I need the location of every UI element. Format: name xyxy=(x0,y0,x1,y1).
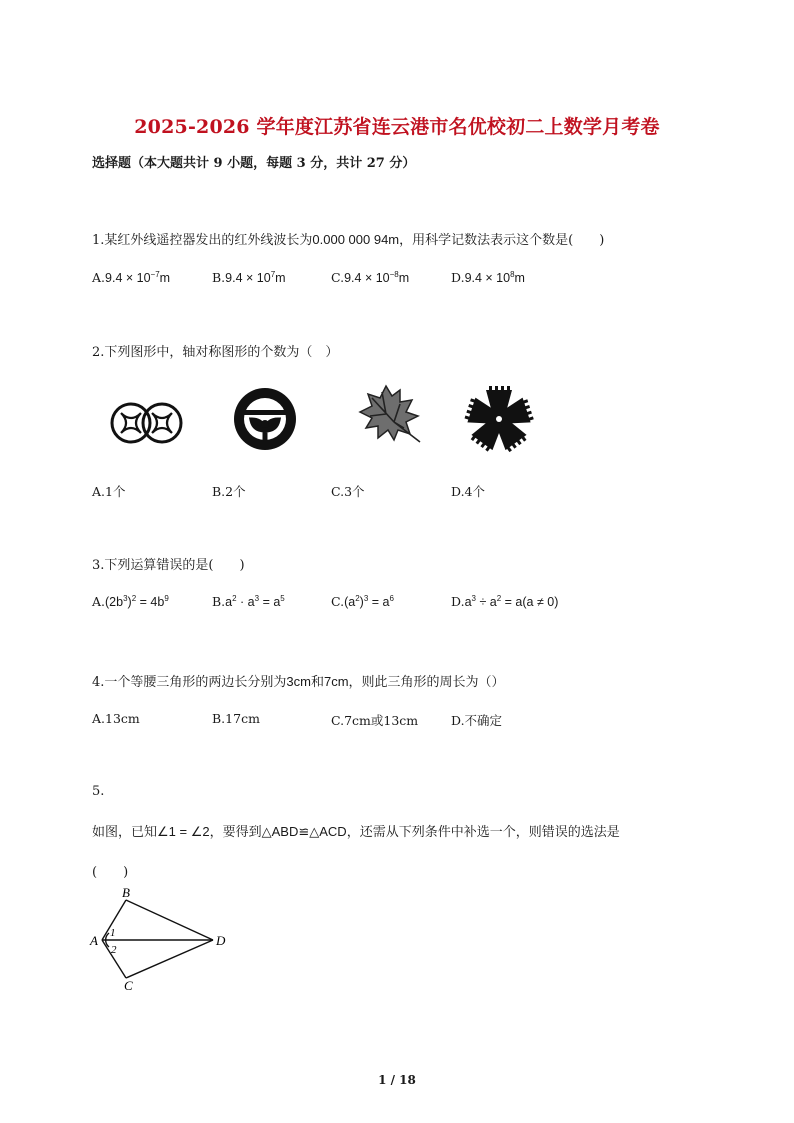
label-c: C xyxy=(124,978,133,993)
question-2-stem: 2.下列图形中，轴对称图形的个数为（ ） xyxy=(92,345,339,360)
q3-option-c: $C.(a^2)^3 = a^6$ xyxy=(331,594,394,610)
question-1-stem xyxy=(92,229,604,248)
document-title: 2025-2026 学年度江苏省连云港市名优校初二上数学月考卷 xyxy=(134,116,660,138)
question-5-number: 5. xyxy=(92,784,105,799)
label-d: D xyxy=(216,933,226,948)
question-5-paren: ( ) xyxy=(92,865,129,880)
figure-pinwheel xyxy=(464,384,534,454)
page-number: 1 / 18 xyxy=(378,1073,416,1087)
figure-kite-abd-acd xyxy=(88,884,238,994)
figure-round-emblem xyxy=(230,384,300,454)
q1-option-b: $B.9.4 \times 10^7m$ xyxy=(212,270,286,286)
q4-option-b: B.17cm xyxy=(212,711,260,726)
q4-option-c: C.7cm或13cm xyxy=(331,713,419,728)
q2-option-d: D.4个 xyxy=(451,484,486,499)
label-b: B xyxy=(122,885,130,900)
q3-option-d: $D.a^3 \div a^2 = a(a \ne 0)$ xyxy=(451,594,559,610)
q1-option-c: $C.9.4 \times 10^{-8}m$ xyxy=(331,270,410,286)
q1-stem-value: 0.000 000 94m xyxy=(312,232,400,247)
q1-stem-suffix: ，用科学记数法表示这个数是( ) xyxy=(399,233,605,248)
label-a: A xyxy=(90,933,98,948)
figure-leaf xyxy=(356,382,426,452)
section-header: 选择题（本大题共计 9 小题，每题 3 分，共计 27 分） xyxy=(92,156,416,171)
question-4-stem: 4.一个等腰三角形的两边长分别为3cm和7cm，则此三角形的周长为（） xyxy=(92,674,505,690)
q2-option-b: B.2个 xyxy=(212,484,246,499)
label-angle-2: 2 xyxy=(111,944,117,956)
q2-option-a: A.1个 xyxy=(92,484,126,499)
q1-option-a: $A.9.4 \times 10^{-7}m$ xyxy=(92,270,171,286)
q3-option-a: $A.(2b^3)^2 = 4b^9$ xyxy=(92,594,169,610)
question-3-stem: 3.下列运算错误的是( ) xyxy=(92,558,245,573)
q1-stem-prefix: 1.某红外线遥控器发出的红外线波长为 xyxy=(92,233,313,248)
q4-option-d: D.不确定 xyxy=(451,713,503,728)
figure-two-coins xyxy=(108,395,188,451)
question-5-stem: 如图，已知∠1 = ∠2，要得到△ABD≌△ACD，还需从下列条件中补选一个，则错误的选法是 xyxy=(92,824,620,840)
q1-option-d: $D.9.4 \times 10^8m$ xyxy=(451,270,525,286)
q4-option-a: A.13cm xyxy=(92,711,140,726)
q2-option-c: C.3个 xyxy=(331,484,365,499)
label-angle-1: 1 xyxy=(110,927,116,939)
q3-option-b: $B.a^2 \cdot a^3 = a^5$ xyxy=(212,594,285,610)
